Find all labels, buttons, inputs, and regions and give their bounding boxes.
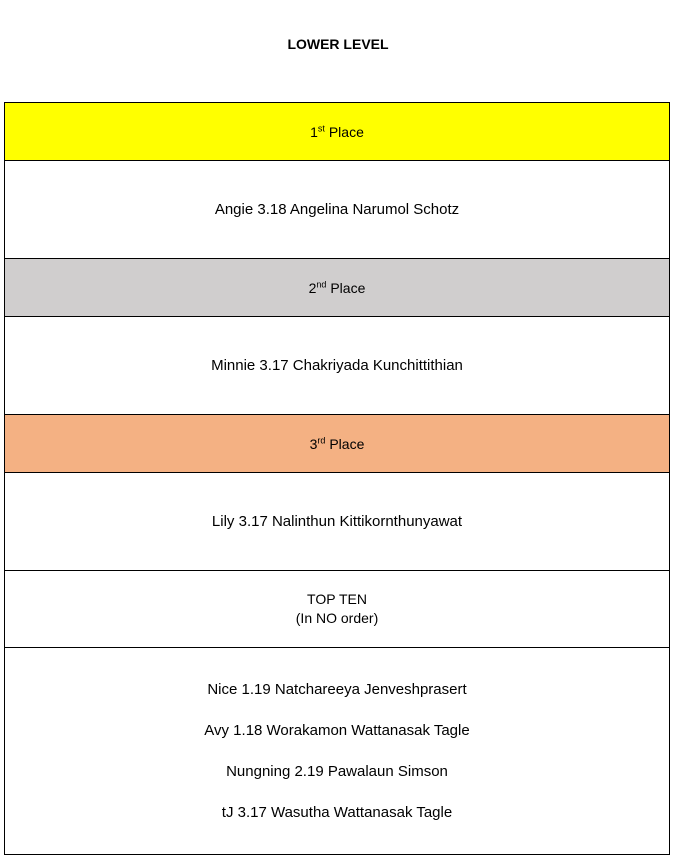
second-place-winner-row [5, 317, 670, 415]
first-place-header-row [5, 103, 670, 161]
top-ten-list [5, 648, 670, 855]
second-place-header-row [5, 259, 670, 317]
second-place-winner: Minnie 3.17 Chakriyada Kunchittithian [5, 317, 670, 415]
place-suffix: st [317, 122, 325, 133]
place-number: 3 [309, 435, 318, 452]
third-place-winner-row [5, 473, 670, 571]
top-ten-header [5, 571, 670, 648]
top-ten-name: Nice 1.19 Natchareeya Jenveshprasert [207, 680, 467, 698]
third-place-header [5, 415, 670, 473]
place-number: 1 [310, 123, 318, 140]
place-suffix: rd [317, 434, 326, 445]
top-ten-heading: TOP TEN [307, 591, 367, 607]
top-ten-note: (In NO order) [295, 610, 379, 626]
top-ten-name: Nungning 2.19 Pawalaun Simson [226, 762, 448, 780]
top-ten-list-row [5, 648, 670, 855]
page-title: LOWER LEVEL [287, 36, 389, 52]
place-number: 2 [308, 279, 317, 296]
first-place-header [5, 103, 670, 161]
place-suffix: nd [316, 278, 327, 289]
top-ten-name: Avy 1.18 Worakamon Wattanasak Tagle [204, 721, 470, 739]
top-ten-header-row [5, 571, 670, 648]
place-word: Place [328, 123, 364, 140]
results-table [4, 102, 670, 855]
place-word: Place [330, 279, 366, 296]
third-place-winner: Lily 3.17 Nalinthun Kittikornthunyawat [5, 473, 670, 571]
place-word: Place [329, 435, 365, 452]
first-place-winner: Angie 3.18 Angelina Narumol Schotz [5, 161, 670, 259]
first-place-winner-row [5, 161, 670, 259]
top-ten-name: tJ 3.17 Wasutha Wattanasak Tagle [221, 803, 453, 821]
third-place-header-row [5, 415, 670, 473]
second-place-header [5, 259, 670, 317]
